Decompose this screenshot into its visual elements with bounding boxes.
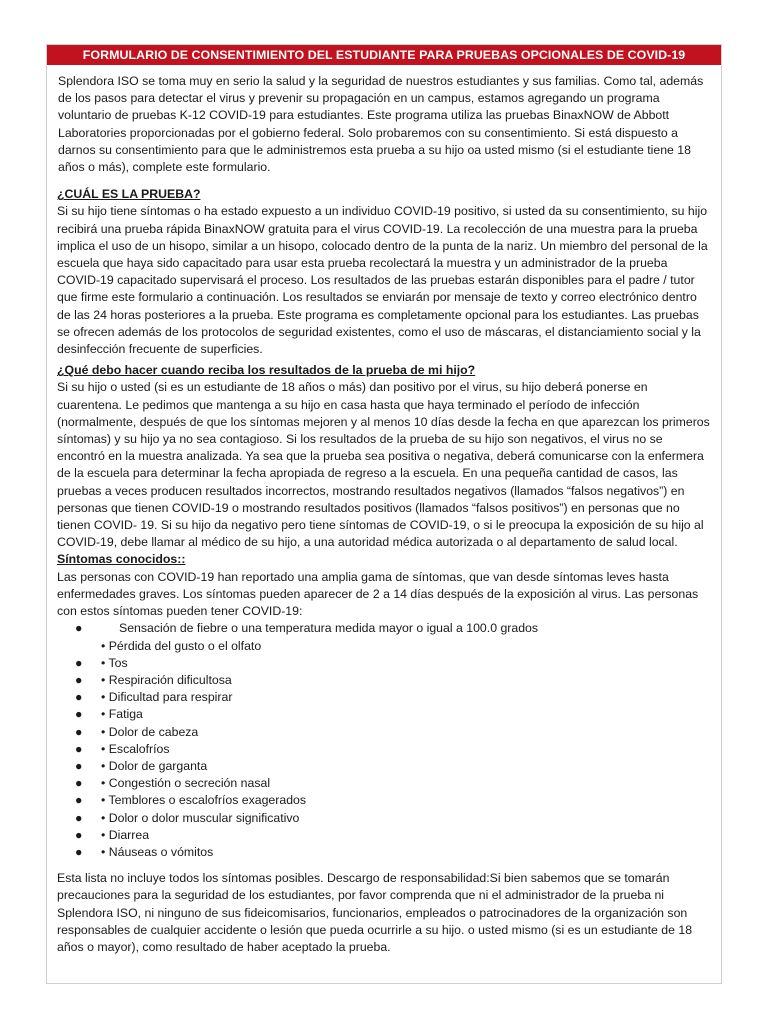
list-item: ● Sensación de fiebre o una temperatura medida mayor o igual a 100.0 grados xyxy=(57,620,711,637)
intro-paragraph: Splendora ISO se toma muy en serio la salud y la seguridad de nuestros estudiantes y sus familias. Como tal, además de los pasos para detectar el virus y prevenir su propagación en un campus, estamos agregando un programa voluntario de pruebas K-12 COVID-19 para estudiantes. Este programa utiliza las pruebas BinaxNOW de Abbott Laboratories proporcionadas por el gobierno federal. Solo probaremos con su consentimiento. Si está dispuesto a darnos su consentimiento para que le administremos esta prueba a su hijo oa usted mismo (si el estudiante tiene 18 años o más), complete este formulario. xyxy=(58,74,704,175)
list-item: ● • Dolor de cabeza xyxy=(57,724,711,741)
bullet-icon: ● xyxy=(75,672,83,687)
bullet-icon: ● xyxy=(75,724,83,739)
bullet-icon: ● xyxy=(75,844,83,859)
list-item: ● • Dolor o dolor muscular significativo xyxy=(57,810,711,827)
form-content xyxy=(47,65,721,956)
list-item: ● • Dificultad para respirar xyxy=(57,689,711,706)
bullet-icon: ● xyxy=(75,793,83,808)
bullet-icon: ● xyxy=(75,707,83,722)
section-body-results: Si su hijo o usted (si es un estudiante de 18 años o más) dan positivo por el virus, su hijo deberá ponerse en cuarentena. Le pedimos que mantenga a su hijo en casa hasta que haya terminado el período de infección (normalmente, después de que los síntomas mejoren y al menos 10 días desde la fecha en que aparezcan los primeros síntomas) y su hijo ya no sea contagioso. Si los resultados de la prueba de su hijo son negativos, el virus no se encontró en la muestra analizada. Ya sea que la prueba sea positiva o negativa, deberá comunicarse con la enfermera de la escuela para determinar la fecha apropiada de regreso a la escuela. En una pequeña cantidad de casos, las pruebas a veces producen resultados incorrectos, mostrando resultados negativos (llamados “falsos negativos”) en personas que tienen COVID-19 o mostrando resultados positivos (llamados “falsos positivos”) en personas que no tienen COVID- 19. Si su hijo da negativo pero tiene síntomas de COVID-19, o si le preocupa la exposición de su hijo al COVID-19, debe llamar al médico de su hijo, a una autoridad médica autorizada o al departamento de salud local. xyxy=(57,380,710,550)
section-body-symptoms: Las personas con COVID-19 han reportado una amplia gama de síntomas, que van desde síntomas leves hasta enfermedades graves. Los síntomas pueden aparecer de 2 a 14 días después de la exposición al virus. Las personas con estos síntomas pueden tener COVID-19: xyxy=(57,569,699,619)
list-item: • Pérdida del gusto o el olfato xyxy=(101,638,262,653)
bullet-icon: ● xyxy=(75,741,83,756)
section-heading-symptoms: Síntomas conocidos:: xyxy=(57,552,186,567)
bullet-icon: ● xyxy=(75,758,83,773)
symptoms-list xyxy=(57,620,711,861)
list-item: ● • Diarrea xyxy=(57,827,711,844)
list-item: ● • Escalofríos xyxy=(57,741,711,758)
form-title: FORMULARIO DE CONSENTIMIENTO DEL ESTUDIANTE PARA PRUEBAS OPCIONALES DE COVID-19 xyxy=(47,45,721,65)
list-item: ● • Dolor de garganta xyxy=(57,758,711,775)
list-item: ● • Temblores o escalofríos exagerados xyxy=(57,792,711,809)
bullet-icon: ● xyxy=(75,776,83,791)
bullet-icon: ● xyxy=(75,655,83,670)
bullet-icon: ● xyxy=(75,810,83,825)
bullet-icon: ● xyxy=(75,621,83,636)
section-body-what-is-test: Si su hijo tiene síntomas o ha estado expuesto a un individuo COVID-19 positivo, si usted da su consentimiento, su hijo recibirá una prueba rápida BinaxNOW gratuita para el virus COVID-19. La recolección de una muestra para la prueba implica el uso de un hisopo, similar a un hisopo, colocado dentro de la punta de la nariz. Un miembro del personal de la escuela que haya sido capacitado para usar esta prueba recolectará la muestra y un administrador de la prueba COVID-19 capacitado supervisará el proceso. Los resultados de las pruebas estarán disponibles para el padre / tutor que firme este formulario a continuación. Los resultados se enviarán por mensaje de texto y correo electrónico dentro de las 24 horas posteriores a la prueba. Este programa es completamente opcional para los estudiantes. Las pruebas se ofrecen además de los protocolos de seguridad existentes, como el uso de máscaras, el distanciamiento social y la desinfección frecuente de superficies. xyxy=(57,204,708,357)
bullet-icon: ● xyxy=(75,690,83,705)
list-item: ● • Respiración dificultosa xyxy=(57,672,711,689)
section-heading-what-is-test: ¿CUÁL ES LA PRUEBA? xyxy=(57,187,201,202)
consent-form-page xyxy=(46,44,722,984)
bullet-icon: ● xyxy=(75,827,83,842)
section-heading-results: ¿Qué debo hacer cuando reciba los resultados de la prueba de mi hijo? xyxy=(57,363,476,378)
disclaimer-paragraph: Esta lista no incluye todos los síntomas posibles. Descargo de responsabilidad:Si bien sabemos que se tomarán precauciones para la seguridad de los estudiantes, por favor comprenda que ni el administrador de la prueba ni Splendora ISO, ni ninguno de sus fideicomisarios, funcionarios, empleados o patrocinadores de la organización son responsables de cualquier accidente o lesión que pueda ocurrirle a su hijo. o usted mismo (si es un estudiante de 18 años o mayor), como resultado de haber aceptado la prueba. xyxy=(57,871,693,954)
list-item: ● • Náuseas o vómitos xyxy=(57,844,711,861)
list-item: ● • Congestión o secreción nasal xyxy=(57,775,711,792)
list-item: ● • Tos xyxy=(57,655,711,672)
list-item: ● • Fatiga xyxy=(57,706,711,723)
